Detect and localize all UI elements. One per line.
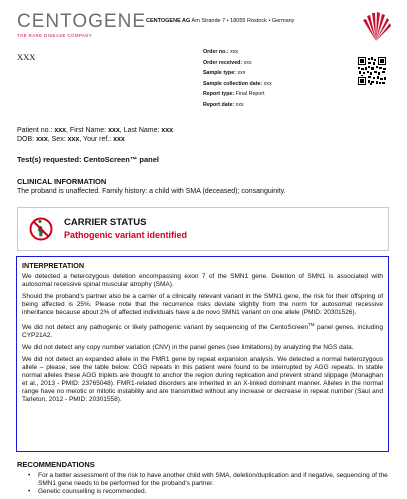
carrier-status-result: Pathogenic variant identified	[64, 230, 188, 240]
order-row: Sample type: xxx	[203, 70, 246, 76]
list-item: • Genetic counselling is recommended.	[28, 488, 147, 495]
order-row: Report date: xxx	[203, 101, 244, 108]
order-row: Order no.: xxx	[203, 49, 239, 55]
company-address: Am Strande 7 • 18055 Rostock • Germany	[190, 18, 295, 24]
company-name: CENTOGENE AG	[146, 18, 191, 24]
interpretation-paragraph: Should the proband's partner also be a carrier of a clinically relevant variant in the SMN1 gene, the risk for their offspring of being affected is 25%. Please note that the recurrence risks deviate slightly from the norm for autosomal recessive inheritance because about 2% of affected individuals have a de novo SMN1 variant on one allele (PMID: 20301526).	[22, 293, 383, 316]
order-row: Order received: xxx	[203, 59, 252, 66]
qr-code-icon	[358, 57, 386, 85]
patient-your-ref: xxx	[113, 136, 125, 143]
list-item: • For a better assessment of the risk to have another child with SMA, deletion/duplication and if negative, sequencing of the SMN1 gene needs to be performed for the proband's partner.	[28, 472, 388, 487]
centogene-logo	[17, 11, 147, 38]
patient-first-name: xxx	[108, 127, 120, 134]
clinical-information-heading: CLINICAL INFORMATION	[17, 177, 107, 186]
company-address-line	[146, 18, 294, 24]
brand-mark-icon	[358, 8, 394, 44]
interpretation-paragraph: We did not detect any pathogenic or likely pathogenic variant by sequencing of the CentoScreen™ panel genes, including CYP21A2.	[22, 322, 383, 340]
recommendations-list	[28, 472, 388, 496]
tests-requested: Test(s) requested: CentoScreen™ panel	[17, 155, 159, 164]
interpretation-paragraph: We did not detect an expanded allele in the FMR1 gene by repeat expansion analysis. We detected a normal heterozygous allele – please, see the table below. CGG repeats in this patient were found to be interrupted by AGG repeats. In stable normal alleles these AGG triplets are thought to anchor the region during replication and prevent strand slippage (Monaghan et al., 2013 - PMID: 23765048). FMR1-related disorders are inherited in an X-linked dominant manner. Alleles in the normal range have no meiotic or mitotic instability and are transmitted without any increase or decrease in repeat number (Saul and Tarleton, 2012 - PMID: 20301558).	[22, 356, 383, 404]
order-row: Report type: Final Report	[203, 91, 265, 97]
patient-number: xxx	[54, 127, 67, 134]
bullet-icon: •	[28, 472, 31, 479]
interpretation-box	[16, 256, 389, 452]
bullet-icon: •	[28, 488, 31, 495]
carrier-status-box	[17, 207, 389, 251]
order-info	[203, 47, 343, 110]
interpretation-heading: INTERPRETATION	[22, 261, 85, 270]
patient-name-line: Patient no.: xxx, First Name: xxx, Last Name: xxx	[17, 127, 174, 134]
interpretation-paragraph: We detected a heterozygous deletion encompassing exon 7 of the SMN1 gene. Deletion of SMN1 is associated with autosomal recessive spinal muscular atrophy (SMA).	[22, 273, 383, 288]
no-pregnancy-warning-icon	[29, 217, 53, 241]
order-row: Sample collection date: xxx	[203, 80, 272, 87]
carrier-status-title: CARRIER STATUS	[64, 217, 147, 228]
clinical-information-text: The proband is unaffected. Family history: a child with SMA (deceased); consanguinity.	[17, 188, 286, 195]
patient-address: XXX	[17, 52, 36, 62]
recommendations-heading: RECOMMENDATIONS	[17, 460, 95, 469]
logo-tagline: THE RARE DISEASE COMPANY	[17, 33, 93, 38]
logo-wordmark: CENTOGENE	[17, 11, 147, 32]
patient-dob-line: DOB: xxx, Sex: xxx, Your ref.: xxx	[17, 136, 125, 143]
patient-last-name: xxx	[161, 127, 174, 134]
interpretation-paragraph: We did not detect any copy number variation (CNV) in the panel genes (see limitations) by analyzing the NGS data.	[22, 344, 354, 352]
patient-sex: xxx	[67, 136, 80, 143]
patient-dob: xxx	[36, 136, 48, 143]
